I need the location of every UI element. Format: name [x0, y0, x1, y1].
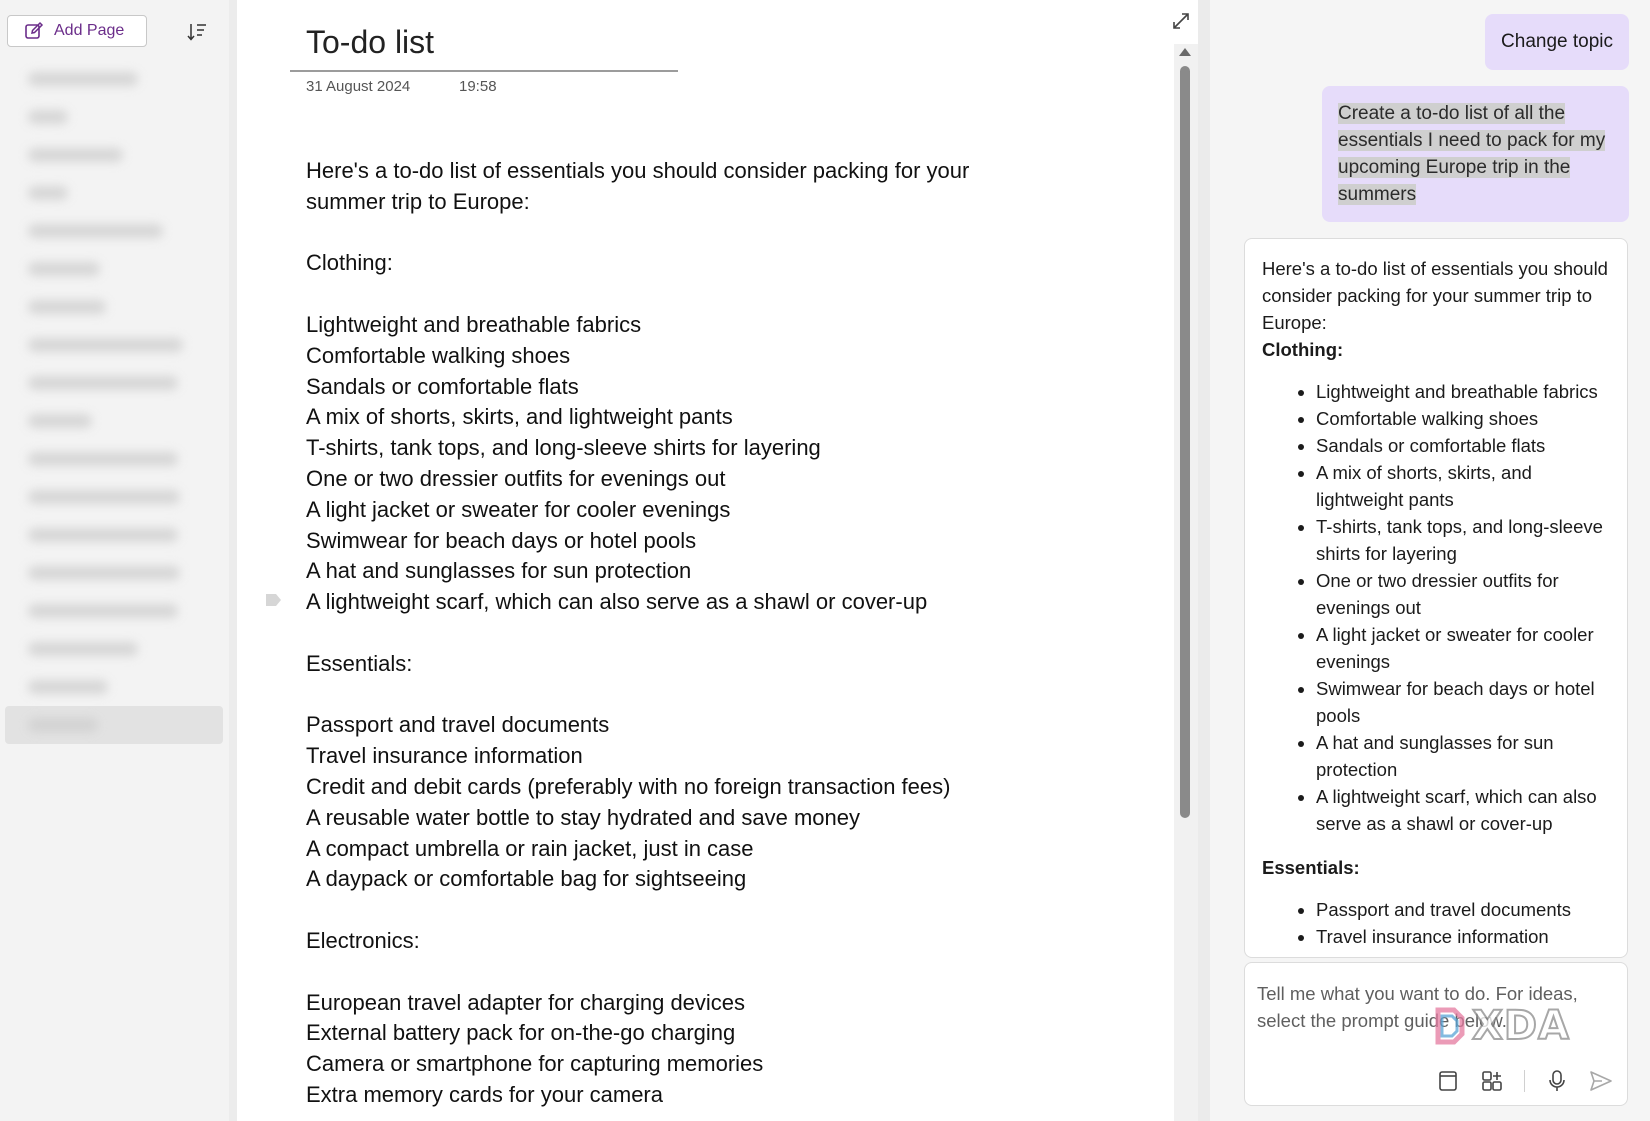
- note-line[interactable]: A light jacket or sweater for cooler evenings: [306, 496, 731, 522]
- blurred-page-title: [28, 414, 92, 428]
- blurred-page-title: [28, 300, 106, 314]
- note-line[interactable]: A reusable water bottle to stay hydrated and save money: [306, 804, 860, 830]
- scrollbar-thumb[interactable]: [1180, 66, 1190, 818]
- page-time: 19:58: [459, 78, 497, 95]
- response-section-heading: Essentials:: [1262, 857, 1360, 878]
- response-bullet-list: [1262, 378, 1611, 837]
- response-bullet-item: • Swimwear for beach days or hotel pools: [1316, 675, 1611, 729]
- response-bullet-item: • Sandals or comfortable flats: [1316, 432, 1611, 459]
- copilot-splitter[interactable]: [1198, 0, 1210, 1121]
- send-icon[interactable]: [1589, 1069, 1613, 1093]
- sidebar-page-item[interactable]: [0, 668, 228, 706]
- response-bullet-item: • A lightweight scarf, which can also serve as a shawl or cover-up: [1316, 783, 1611, 837]
- add-page-label: Add Page: [54, 22, 125, 39]
- sidebar-page-item[interactable]: [0, 174, 228, 212]
- note-line[interactable]: Comfortable walking shoes: [306, 342, 571, 368]
- note-line[interactable]: A lightweight scarf, which can also serve as a shawl or cover-up: [306, 589, 928, 615]
- note-body[interactable]: [306, 156, 1026, 1111]
- note-line[interactable]: Lightweight and breathable fabrics: [306, 311, 642, 337]
- expand-icon[interactable]: [1170, 10, 1192, 32]
- note-line[interactable]: A hat and sunglasses for sun protection: [306, 558, 692, 584]
- response-bullet-item: • Passport and travel documents: [1316, 896, 1611, 923]
- sidebar-splitter[interactable]: [229, 0, 237, 1121]
- scroll-up-arrow-icon[interactable]: [1179, 48, 1191, 56]
- response-bullet-item: • T-shirts, tank tops, and long-sleeve shirts for layering: [1316, 513, 1611, 567]
- response-bullet-item: • Lightweight and breathable fabrics: [1316, 378, 1611, 405]
- blurred-page-title: [28, 262, 100, 276]
- response-bullet-item: • Travel insurance information: [1316, 923, 1611, 950]
- sidebar-page-item[interactable]: [0, 98, 228, 136]
- response-bullet-list: [1262, 896, 1611, 950]
- response-bullet-item: • Comfortable walking shoes: [1316, 405, 1611, 432]
- sort-icon: [186, 21, 208, 43]
- blank-line: [306, 895, 1026, 926]
- notebook-icon[interactable]: [1436, 1069, 1460, 1093]
- blurred-page-title: [28, 224, 163, 238]
- response-section-heading: Clothing:: [1262, 339, 1344, 360]
- note-line[interactable]: European travel adapter for charging devices: [306, 989, 746, 1015]
- xda-watermark-text: XDA: [1472, 1003, 1570, 1049]
- note-line[interactable]: Sandals or comfortable flats: [306, 373, 579, 399]
- page-date: 31 August 2024: [306, 78, 411, 95]
- blurred-page-title: [28, 718, 98, 732]
- blank-line: [306, 618, 1026, 649]
- blurred-page-title: [28, 148, 123, 162]
- user-prompt-text: Create a to-do list of all the essentials I need to pack for my upcoming Europe trip in the summers: [1338, 103, 1606, 205]
- note-line[interactable]: Essentials:: [306, 650, 413, 676]
- note-line[interactable]: One or two dressier outfits for evenings out: [306, 465, 726, 491]
- blurred-page-title: [28, 376, 178, 390]
- note-line[interactable]: External battery pack for on-the-go charging: [306, 1020, 736, 1046]
- note-line[interactable]: Clothing:: [306, 250, 393, 276]
- prompt-guide-icon[interactable]: [1480, 1069, 1504, 1093]
- blurred-page-title: [28, 566, 180, 580]
- compose-icon: [24, 21, 44, 41]
- xda-logo-icon: [1432, 1006, 1466, 1046]
- user-message-bubble: [1322, 86, 1629, 222]
- blank-line: [306, 218, 1026, 249]
- blurred-page-title: [28, 186, 68, 200]
- sidebar-page-item[interactable]: [0, 592, 228, 630]
- page-list: [0, 60, 228, 744]
- sidebar-page-item[interactable]: [5, 706, 223, 744]
- note-line[interactable]: Credit and debit cards (preferably with no foreign transaction fees): [306, 773, 951, 799]
- sidebar-page-item[interactable]: [0, 516, 228, 554]
- note-line[interactable]: Extra memory cards for your camera: [306, 1081, 663, 1107]
- note-line[interactable]: Camera or smartphone for capturing memories: [306, 1051, 764, 1077]
- blurred-page-title: [28, 490, 180, 504]
- sidebar-page-item[interactable]: [0, 440, 228, 478]
- sidebar-page-item[interactable]: [0, 326, 228, 364]
- blurred-page-title: [28, 72, 138, 86]
- blurred-page-title: [28, 110, 68, 124]
- note-line[interactable]: Electronics:: [306, 927, 420, 953]
- sort-pages-button[interactable]: [184, 19, 210, 45]
- blurred-page-title: [28, 338, 183, 352]
- microphone-icon[interactable]: [1545, 1069, 1569, 1093]
- paragraph-handle-icon[interactable]: [265, 592, 283, 608]
- note-line[interactable]: summer trip to Europe:: [306, 188, 530, 214]
- blurred-page-title: [28, 642, 138, 656]
- sidebar-page-item[interactable]: [0, 250, 228, 288]
- sidebar-page-item[interactable]: [0, 288, 228, 326]
- blank-line: [306, 957, 1026, 988]
- response-intro: Here's a to-do list of essentials you should consider packing for your summer trip to Europe:: [1262, 258, 1608, 333]
- title-underline: [290, 70, 678, 72]
- sidebar-page-item[interactable]: [0, 630, 228, 668]
- page-list-sidebar: [0, 0, 230, 1121]
- blurred-page-title: [28, 604, 178, 618]
- response-bullet-item: • A light jacket or sweater for cooler evenings: [1316, 621, 1611, 675]
- toolbar-divider: [1524, 1070, 1525, 1092]
- page-title[interactable]: To-do list: [306, 24, 435, 60]
- copilot-response-card: [1244, 238, 1628, 958]
- add-page-button[interactable]: [7, 15, 147, 47]
- response-bullet-item: • A hat and sunglasses for sun protection: [1316, 729, 1611, 783]
- blurred-page-title: [28, 452, 178, 466]
- blurred-page-title: [28, 680, 108, 694]
- sidebar-page-item[interactable]: [0, 60, 228, 98]
- response-bullet-item: • One or two dressier outfits for evenings out: [1316, 567, 1611, 621]
- sidebar-page-item[interactable]: [0, 212, 228, 250]
- note-line[interactable]: A compact umbrella or rain jacket, just in case: [306, 835, 754, 861]
- note-line[interactable]: Swimwear for beach days or hotel pools: [306, 527, 697, 553]
- sidebar-page-item[interactable]: [0, 478, 228, 516]
- response-bullet-item: • A mix of shorts, skirts, and lightweight pants: [1316, 459, 1611, 513]
- prompt-toolbar: [1436, 1069, 1613, 1093]
- blank-line: [306, 680, 1026, 711]
- note-line[interactable]: A daypack or comfortable bag for sightseeing: [306, 866, 747, 892]
- note-line[interactable]: A mix of shorts, skirts, and lightweight pants: [306, 404, 733, 430]
- note-line[interactable]: Passport and travel documents: [306, 712, 610, 738]
- blurred-page-title: [28, 528, 178, 542]
- blank-line: [306, 279, 1026, 310]
- note-line[interactable]: Travel insurance information: [306, 743, 583, 769]
- sidebar-page-item[interactable]: [0, 136, 228, 174]
- sidebar-page-item[interactable]: [0, 554, 228, 592]
- note-line[interactable]: Here's a to-do list of essentials you should consider packing for your: [306, 158, 970, 183]
- sidebar-page-item[interactable]: [0, 402, 228, 440]
- change-topic-button[interactable]: Change topic: [1485, 14, 1629, 70]
- sidebar-page-item[interactable]: [0, 364, 228, 402]
- note-line[interactable]: T-shirts, tank tops, and long-sleeve shirts for layering: [306, 435, 821, 461]
- xda-watermark: [1432, 1002, 1584, 1050]
